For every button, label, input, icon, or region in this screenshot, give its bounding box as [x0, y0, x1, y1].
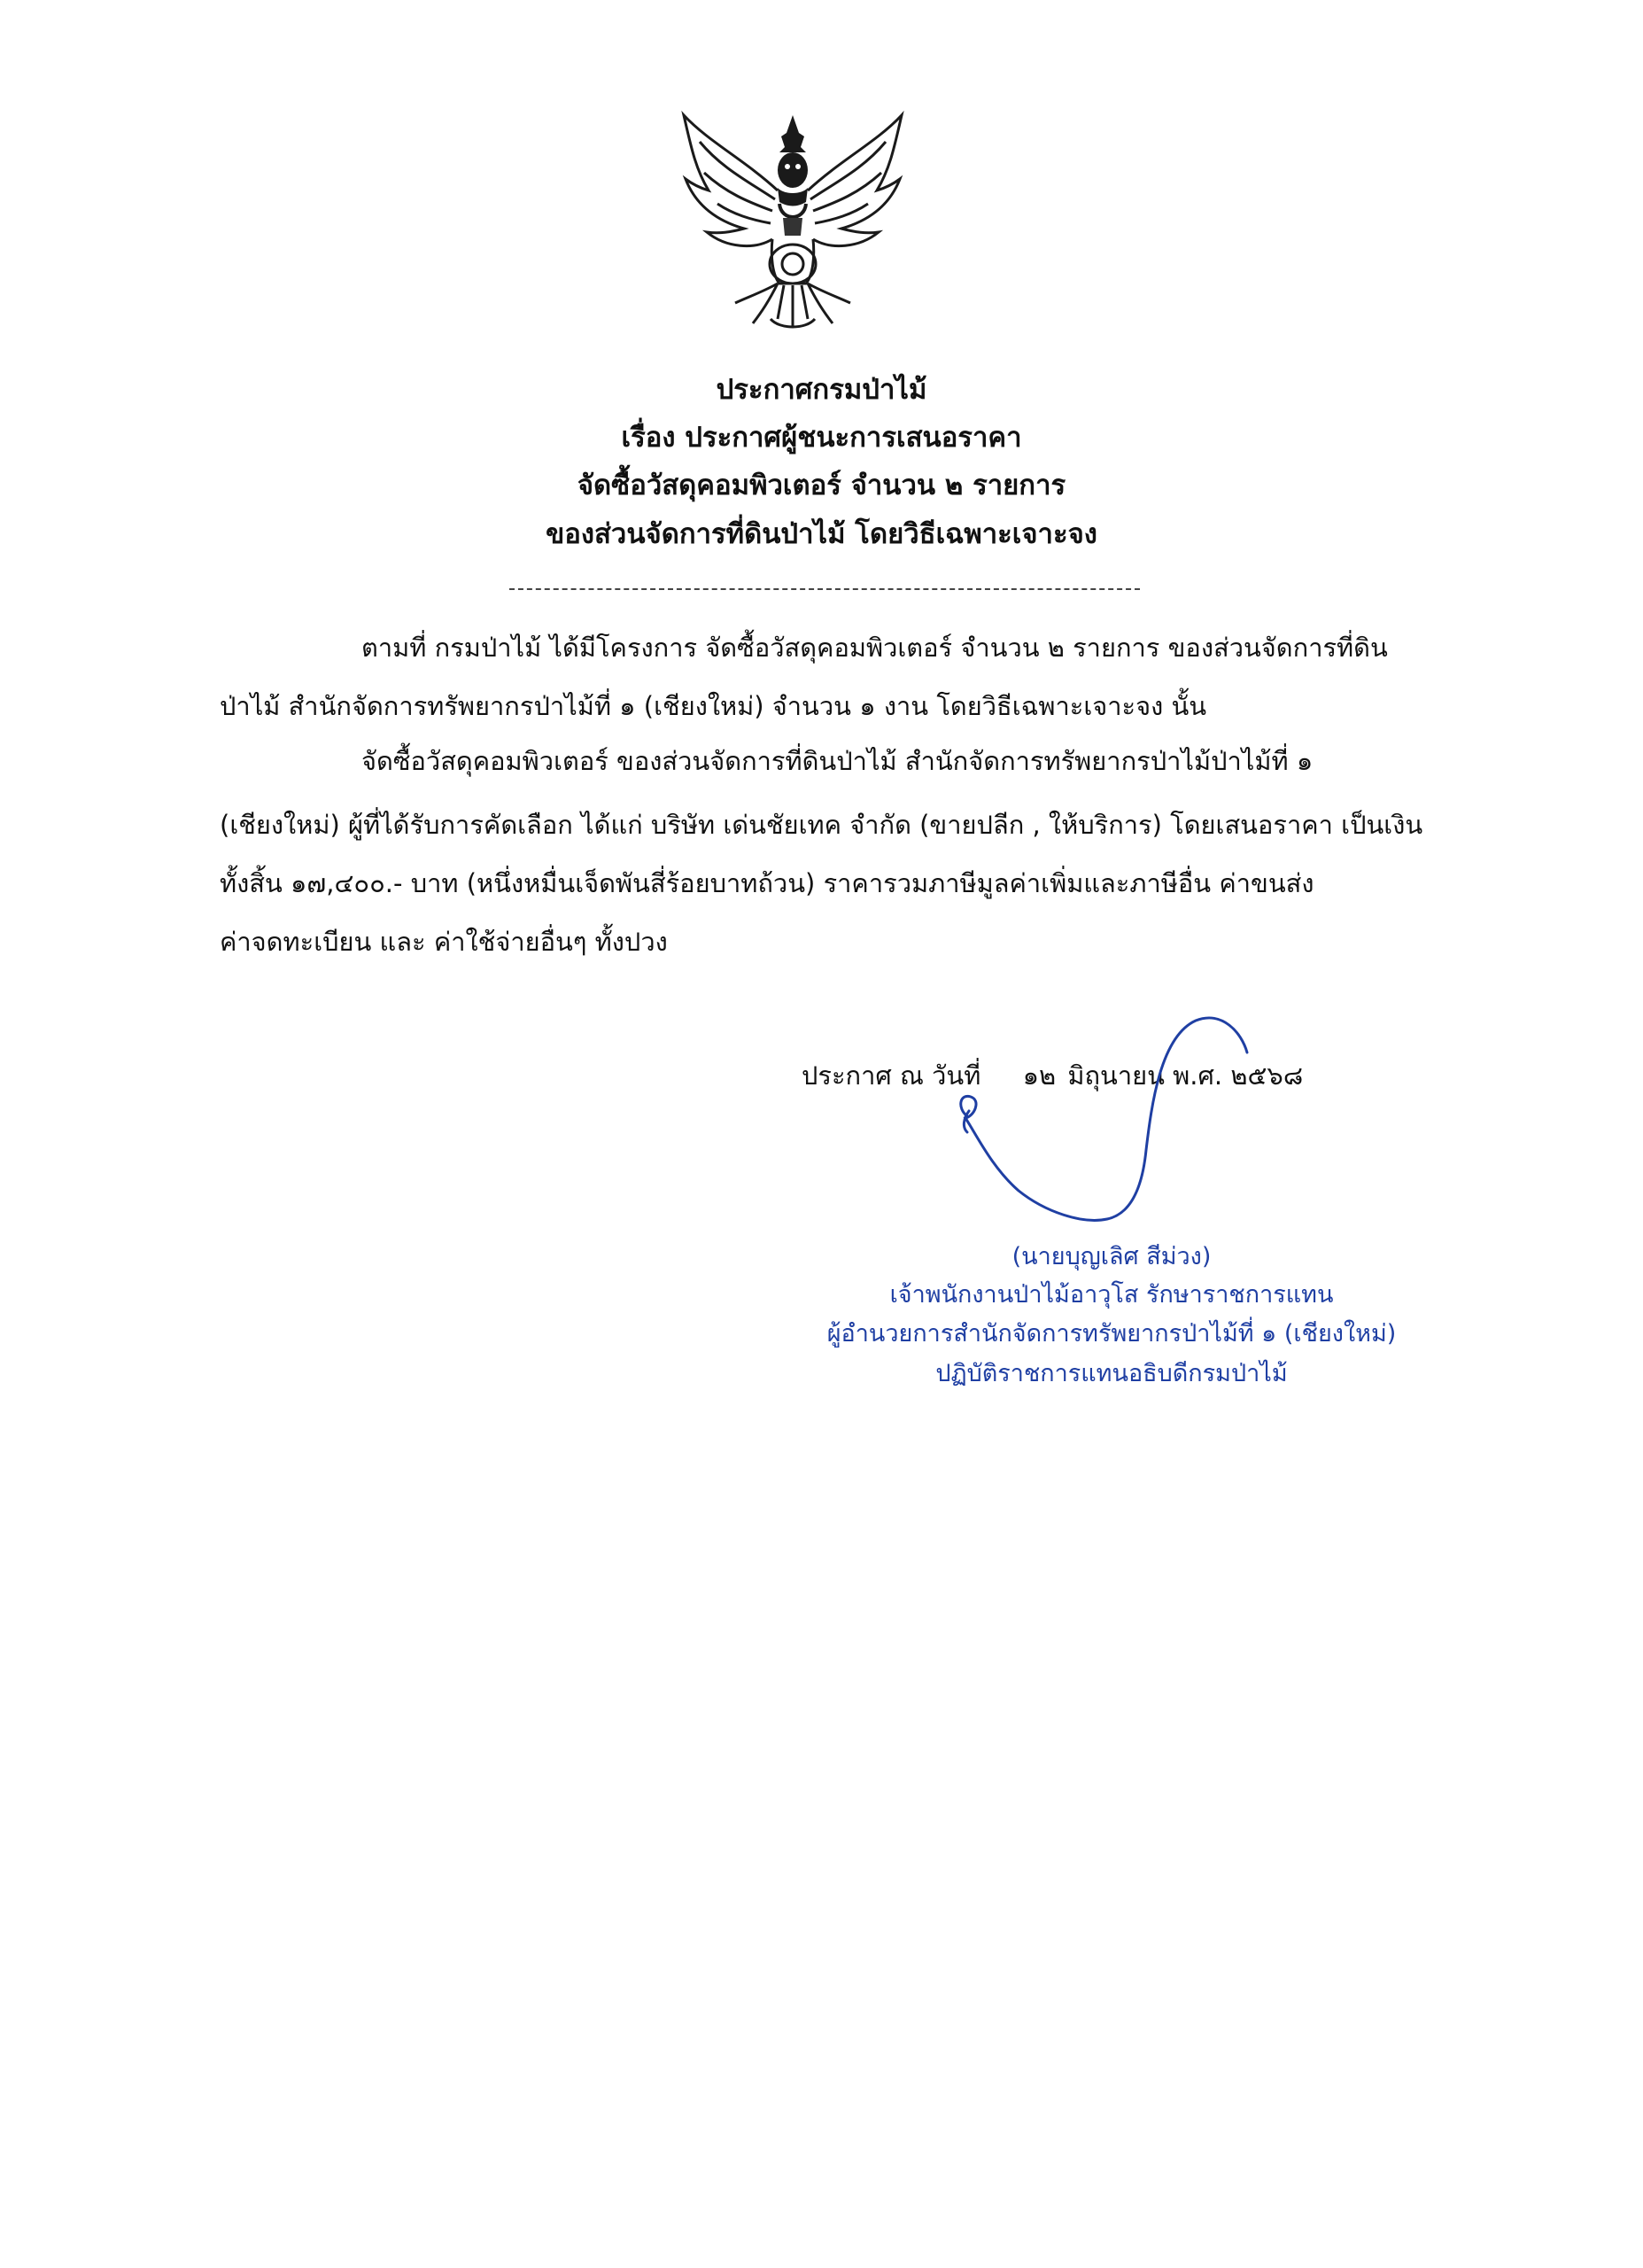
announcement-procurement: จัดซื้อวัสดุคอมพิวเตอร์ จำนวน ๒ รายการ: [577, 470, 1066, 501]
paragraph-2-line-1: จัดซื้อวัสดุคอมพิวเตอร์ ของส่วนจัดการที่ดินป่าไม้ สำนักจัดการทรัพยากรป่าไม้ป่าไม้ที่ ๑: [361, 746, 1314, 776]
paragraph-1-line-1: ตามที่ กรมป่าไม้ ได้มีโครงการ จัดซื้อวัสดุคอมพิวเตอร์ จำนวน ๒ รายการ ของส่วนจัดการที่ดิน: [361, 633, 1388, 663]
paragraph-1-line-2: ป่าไม้ สำนักจัดการทรัพยากรป่าไม้ที่ ๑ (เชียงใหม่) จำนวน ๑ งาน โดยวิธีเฉพาะเจาะจง นั้น: [220, 691, 1207, 721]
announcement-subject: เรื่อง ประกาศผู้ชนะการเสนอราคา: [621, 422, 1022, 454]
paragraph-2-line-2: (เชียงใหม่) ผู้ที่ได้รับการคัดเลือก ได้แก่ บริษัท เด่นชัยเทค จำกัด (ขายปลีก , ให้บริการ) โดยเสนอราคา เป็นเงิน: [220, 810, 1423, 840]
signatory-position-1: เจ้าพนักงานป่าไม้อาวุโส รักษาราชการแทน: [889, 1281, 1334, 1309]
date-day: ๑๒: [1022, 1060, 1057, 1091]
announcement-agency-method: ของส่วนจัดการที่ดินป่าไม้ โดยวิธีเฉพาะเจาะจง: [546, 518, 1097, 550]
garuda-emblem: [673, 106, 912, 338]
signatory-position-2: ผู้อำนวยการสำนักจัดการทรัพยากรป่าไม้ที่ ๑ (เชียงใหม่): [826, 1320, 1397, 1348]
signatory-name: (นายบุญเลิศ สีม่วง): [1011, 1243, 1212, 1270]
date-month-year: มิถุนายน พ.ศ. ๒๕๖๘: [1067, 1060, 1304, 1091]
signatory-position-3: ปฏิบัติราชการแทนอธิบดีกรมป่าไม้: [935, 1360, 1288, 1387]
announcement-title: ประกาศกรมป่าไม้: [716, 374, 927, 406]
paragraph-2-line-4: ค่าจดทะเบียน และ ค่าใช้จ่ายอื่นๆ ทั้งปวง: [220, 927, 668, 957]
handwritten-signature: [930, 1001, 1267, 1267]
paragraph-2-line-3: ทั้งสิ้น ๑๗,๔๐๐.- บาท (หนึ่งหมื่นเจ็ดพันสี่ร้อยบาทถ้วน) ราคารวมภาษีมูลค่าเพิ่มและภาษีอื่น ค่าขนส่ง: [220, 868, 1314, 898]
dashed-divider: [509, 588, 1140, 590]
date-label: ประกาศ ณ วันที่: [802, 1060, 981, 1091]
